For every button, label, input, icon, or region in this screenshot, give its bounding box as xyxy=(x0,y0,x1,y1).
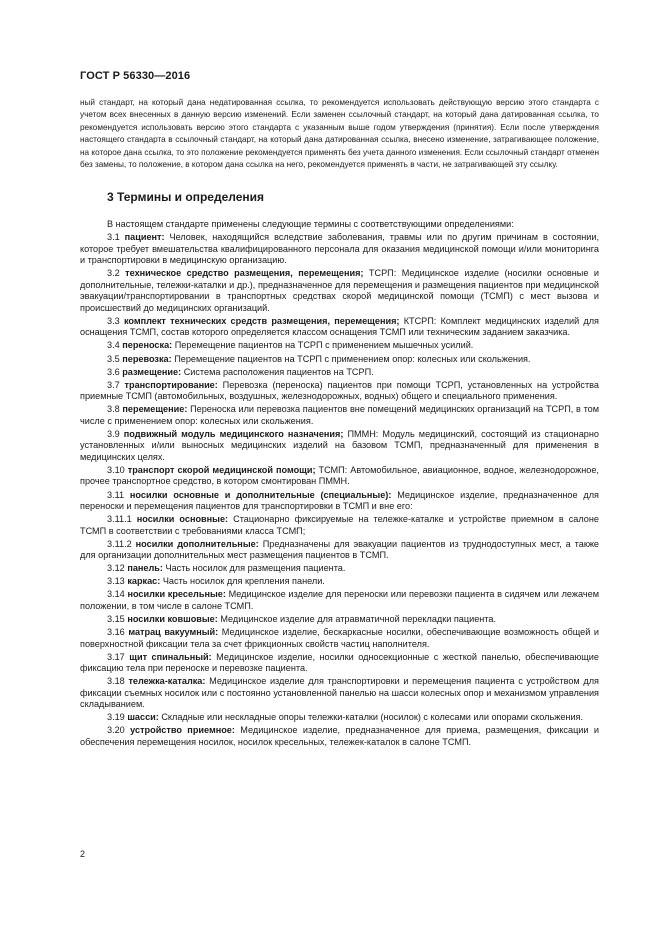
term-name: каркас: xyxy=(127,576,161,587)
term-name: носилки кресельные: xyxy=(127,589,226,600)
term-number: 3.6 xyxy=(107,366,120,377)
term-entry-3-11 xyxy=(80,490,599,513)
section-title: 3 Термины и определения xyxy=(107,190,265,204)
term-number: 3.9 xyxy=(107,428,120,439)
term-definition: Медицинское изделие для переноски или перевозки пациента в сидячем или лежачем положении, в том числе в салоне ТСМП. xyxy=(80,589,599,611)
term-number: 3.15 xyxy=(107,614,125,624)
term-entry-3-19 xyxy=(80,712,599,724)
term-entry-3-20 xyxy=(80,725,599,748)
term-definition: Медицинское изделие для транспортировки и перемещения пациента с устройством для фиксации съемных носилок или с постоянно установленной панелью на шасси колесных опор и механизмом управления складыванием. xyxy=(80,676,599,710)
term-entry-3-10 xyxy=(80,465,599,488)
term-entry-3-4 xyxy=(80,340,599,352)
term-name: комплект технических средств размещения, перемещения; xyxy=(123,315,400,326)
term-entry-3-11-1 xyxy=(80,514,599,537)
term-definition: Часть носилок для крепления панели. xyxy=(162,576,325,587)
term-number: 3.4 xyxy=(107,340,120,351)
document-header: ГОСТ Р 56330—2016 xyxy=(80,70,191,82)
term-name: матрац вакуумный: xyxy=(128,627,219,638)
term-entry-3-18 xyxy=(80,676,599,711)
term-entry-3-7 xyxy=(80,380,599,403)
terms-body xyxy=(80,219,599,750)
term-number: 3.12 xyxy=(107,563,125,574)
term-definition: Медицинское изделие, предназначенное для переноски и перемещения пациентов для транспортировки в ТСМП и вне его: xyxy=(80,489,599,512)
term-entry-3-6 xyxy=(80,367,599,379)
term-entry-3-9 xyxy=(80,429,599,464)
term-definition: КТСРП: Комплект медицинских изделий для оснащения ТСМП, состав которого определяется классом оснащения ТСМП или техническим заданием заказчика. xyxy=(80,315,600,338)
term-definition: Перемещение пациентов на ТСРП с применением мышечных усилий. xyxy=(174,340,474,351)
term-entry-3-15 xyxy=(80,614,599,626)
term-entry-3-3 xyxy=(80,316,599,339)
term-definition: ТСРП: Медицинское изделие (носилки основные и дополнительные, тележки-каталки и др.), предназначенное для перемещения и размещения пациентов при медицинской эвакуации/транспортировании в транспортных средствах скорой медицинской помощи (ТСМП) с мест вызова и происшествий до медицинских организаций. xyxy=(80,268,599,313)
term-definition: Человек, находящийся вследствие заболевания, травмы или по другим причинам в состоянии, которое требует вмешательства квалифицированного персонала для оказания медицинской помощи и/или мониторинга и транспортировки в медицинскую организацию. xyxy=(80,232,599,266)
intro-paragraph: ный стандарт, на который дана недатированная ссылка, то рекомендуется использовать действующую версию этого стандарта с учетом всех внесенных в данную версию изменений. Если заменен ссылочный стандарт, на который дана датированная ссылка, то рекомендуется использовать версию этого стандарта с указанным выше годом утверждения (принятия). Если после утверждения настоящего стандарта в ссылочный стандарт, на который дана датированная ссылка, внесено изменение, затрагивающее положение, на которое дана ссылка, то это положение рекомендуется применять без учета данного изменения. Если ссылочный стандарт отменен без замены, то положение, в котором дана ссылка на него, рекомендуется применять в части, не затрагивающей эту ссылку. xyxy=(80,98,599,170)
term-name: шасси: xyxy=(127,712,159,723)
term-number: 3.8 xyxy=(107,404,120,415)
term-name: транспортирование: xyxy=(124,379,218,390)
term-number: 3.20 xyxy=(107,725,125,736)
term-entry-3-14 xyxy=(80,589,599,612)
term-name: панель: xyxy=(127,563,163,574)
term-definition: ПММН: Модуль медицинский, состоящий из стационарно установленных и/или выносных медицинских изделий на базовом ТСМП, предназначенный для применения в медицинских целях. xyxy=(80,428,599,462)
term-definition: Перевозка (переноска) пациентов при помощи ТСРП, установленных на устройства приемные ТСМП (автомобильных, воздушных, железнодорожных, водных) общего и специального применения. xyxy=(80,379,599,402)
term-number: 3.14 xyxy=(107,589,125,600)
term-name: перемещение: xyxy=(122,404,188,415)
term-name: транспорт скорой медицинской помощи; xyxy=(127,464,316,475)
term-number: 3.3 xyxy=(107,315,120,326)
term-number: 3.11.2 xyxy=(107,538,132,549)
term-definition: Медицинское изделие, бескаркасные носилки, обеспечивающие возможность общей и поверхностной фиксации тела за счет фрикционных свойств частиц наполнителя. xyxy=(80,627,599,649)
term-name: перевозка: xyxy=(122,353,172,364)
term-entry-3-12 xyxy=(80,563,599,575)
term-number: 3.11 xyxy=(107,489,125,500)
term-entry-3-8 xyxy=(80,404,599,427)
page-number: 2 xyxy=(80,849,86,859)
term-entry-3-1 xyxy=(80,232,599,267)
term-definition: Часть носилок для размещения пациента. xyxy=(165,563,346,574)
term-entry-3-11-2 xyxy=(80,539,599,562)
term-name: пациент: xyxy=(124,232,165,243)
term-number: 3.19 xyxy=(107,712,125,723)
term-number: 3.17 xyxy=(107,651,125,662)
term-entry-3-2 xyxy=(80,268,599,314)
term-name: носилки дополнительные: xyxy=(135,538,259,549)
term-definition: ТСМП: Автомобильное, авиационное, водное, железнодорожное, прочее транспортное средство, в котором смонтирован ПММН. xyxy=(80,464,599,487)
section-lead: В настоящем стандарте применены следующие термины с соответствующими определениями: xyxy=(107,219,514,229)
term-name: подвижный модуль медицинского назначения; xyxy=(123,428,344,439)
term-name: устройство приемное: xyxy=(130,725,235,736)
term-definition: Система расположения пациентов на ТСРП. xyxy=(183,366,374,377)
term-definition: Стационарно фиксируемые на тележке-каталке и устройстве приемном в салоне ТСМП в соответствии с требованиями класса ТСМП; xyxy=(80,514,599,536)
term-name: размещение: xyxy=(122,366,182,377)
term-definition: Складные или нескладные опоры тележки-каталки (носилок) с колесами или опорами скольжения. xyxy=(161,712,584,723)
term-name: носилки основные: xyxy=(136,514,229,525)
term-definition: Перемещение пациентов на ТСРП с применением опор: колесных или скольжения. xyxy=(174,353,531,364)
term-name: техническое средство размещения, перемещения; xyxy=(125,268,364,279)
term-definition: Медицинское изделие для атравматичной перекладки пациента. xyxy=(220,614,497,624)
term-name: щит спинальный: xyxy=(129,651,212,662)
term-entry-3-13 xyxy=(80,576,599,588)
term-number: 3.11.1 xyxy=(107,514,132,525)
term-number: 3.5 xyxy=(107,353,120,364)
term-entry-3-17 xyxy=(80,652,599,675)
term-number: 3.16 xyxy=(107,627,125,638)
term-name: переноска: xyxy=(122,340,173,351)
term-number: 3.7 xyxy=(107,379,120,390)
term-entry-3-16 xyxy=(80,627,599,650)
term-definition: Медицинское изделие, предназначенное для приема, размещения, фиксации и обеспечения перемещения носилок, носилок кресельных, тележек-каталок в салоне ТСМП. xyxy=(80,725,599,747)
term-definition: Переноска или перевозка пациентов вне помещений медицинских организаций на ТСРП, в том числе с применением опор: колесных или скольжения. xyxy=(80,404,599,426)
term-name: носилки основные и дополнительные (специальные): xyxy=(129,489,392,500)
term-definition: Предназначены для эвакуации пациентов из труднодоступных мест, а также для организации дополнительных мест размещения пациентов в ТСМП. xyxy=(80,538,599,561)
term-number: 3.10 xyxy=(107,464,125,475)
term-name: тележка-каталка: xyxy=(128,676,206,687)
term-number: 3.18 xyxy=(107,676,125,687)
term-definition: Медицинское изделие, носилки односекционные с жесткой панелью, обеспечивающие фиксацию тела при переноске и перевозке пациента. xyxy=(80,651,599,674)
term-entry-3-5 xyxy=(80,354,599,366)
term-name: носилки ковшовые: xyxy=(127,614,218,624)
term-number: 3.1 xyxy=(107,232,120,243)
term-number: 3.13 xyxy=(107,576,125,587)
term-number: 3.2 xyxy=(107,268,120,279)
